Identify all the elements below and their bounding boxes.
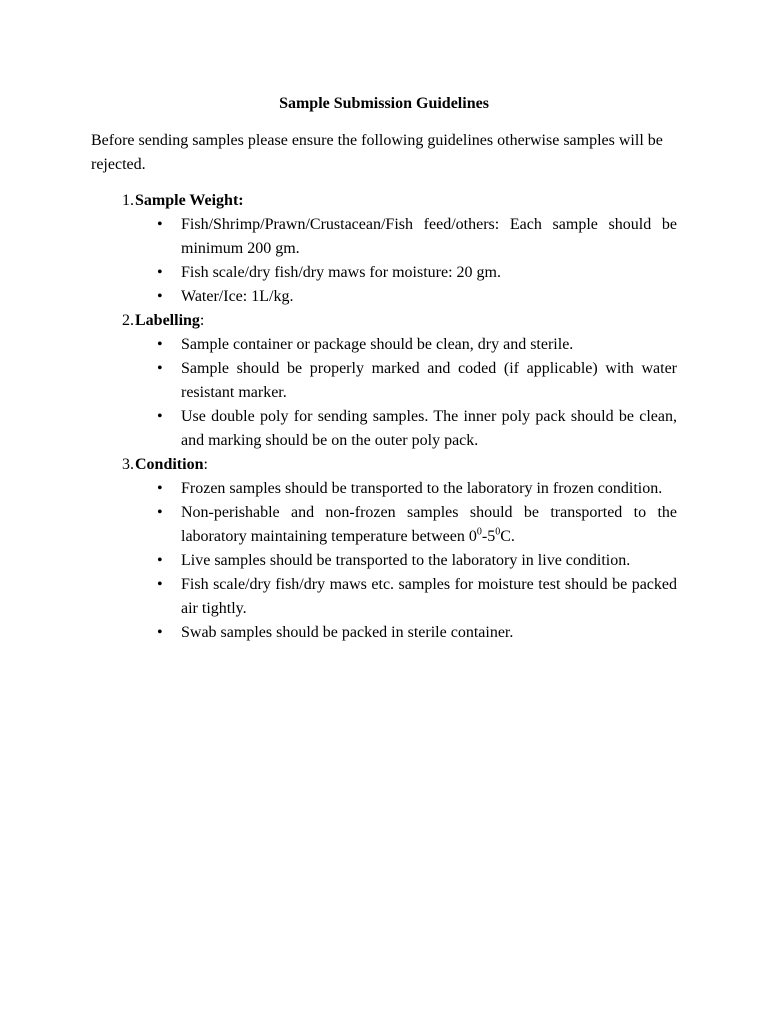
list-item bbox=[155, 213, 677, 261]
list-item-text: Live samples should be transported to the laboratory in live condition. bbox=[181, 552, 631, 569]
list-item bbox=[155, 501, 677, 549]
list-item-text: Swab samples should be packed in sterile container. bbox=[181, 624, 514, 641]
list-item bbox=[155, 333, 677, 357]
list-item-text-main: Non-perishable and non-frozen samples should be transported to the laboratory maintaining temperature between 0 bbox=[181, 504, 677, 545]
bullet-icon: • bbox=[157, 288, 163, 305]
bullet-icon: • bbox=[157, 360, 163, 377]
section-labelling bbox=[91, 309, 677, 333]
section-title-suffix: : bbox=[203, 456, 208, 473]
list-item-text: Sample container or package should be clean, dry and sterile. bbox=[181, 336, 574, 353]
list-item bbox=[155, 285, 677, 309]
section-title-suffix: : bbox=[199, 312, 205, 329]
degree-superscript: 0 bbox=[495, 526, 501, 538]
section-sample-weight bbox=[91, 189, 677, 213]
list-item bbox=[155, 357, 677, 405]
list-item bbox=[155, 549, 677, 573]
list-item-text: Fish scale/dry fish/dry maws etc. samples for moisture test should be packed air tightly. bbox=[181, 576, 677, 617]
bullet-icon: • bbox=[157, 408, 163, 425]
list-item bbox=[155, 477, 677, 501]
section-title: Sample Weight: bbox=[135, 192, 244, 209]
list-item bbox=[155, 621, 677, 645]
list-item-text: Use double poly for sending samples. The inner poly pack should be clean, and marking should be on the outer poly pack. bbox=[181, 408, 677, 449]
section-number: 2. bbox=[122, 312, 134, 329]
list-item-text: Sample should be properly marked and coded (if applicable) with water resistant marker. bbox=[181, 360, 677, 401]
bullet-icon: • bbox=[157, 552, 163, 569]
bullet-icon: • bbox=[157, 504, 163, 521]
list-item-text bbox=[181, 501, 677, 549]
guidelines-list bbox=[91, 189, 677, 645]
list-item-text: Frozen samples should be transported to the laboratory in frozen condition. bbox=[181, 480, 663, 497]
section-title: Condition bbox=[135, 456, 204, 473]
bullet-icon: • bbox=[157, 624, 163, 641]
page-title: Sample Submission Guidelines bbox=[279, 95, 489, 112]
list-item bbox=[155, 573, 677, 621]
section-title: Labelling bbox=[135, 312, 200, 329]
bullet-icon: • bbox=[157, 264, 163, 281]
section-condition bbox=[91, 453, 677, 477]
list-item bbox=[155, 405, 677, 453]
section-number: 1. bbox=[122, 192, 134, 209]
list-item-text: Fish scale/dry fish/dry maws for moisture: 20 gm. bbox=[181, 264, 501, 281]
bullet-icon: • bbox=[157, 480, 163, 497]
list-item-text: Water/Ice: 1L/kg. bbox=[181, 288, 294, 305]
list-item-text: Fish/Shrimp/Prawn/Crustacean/Fish feed/others: Each sample should be minimum 200 gm. bbox=[181, 216, 677, 257]
list-item bbox=[155, 261, 677, 285]
bullet-icon: • bbox=[157, 576, 163, 593]
intro-paragraph: Before sending samples please ensure the following guidelines otherwise samples will be rejected. bbox=[91, 132, 663, 173]
section-number: 3. bbox=[122, 456, 134, 473]
bullet-icon: • bbox=[157, 216, 163, 233]
temperature-range-text: -5 bbox=[481, 528, 496, 545]
temperature-unit-text: C. bbox=[500, 528, 515, 545]
bullet-icon: • bbox=[157, 336, 163, 353]
degree-superscript: 0 bbox=[476, 526, 482, 538]
